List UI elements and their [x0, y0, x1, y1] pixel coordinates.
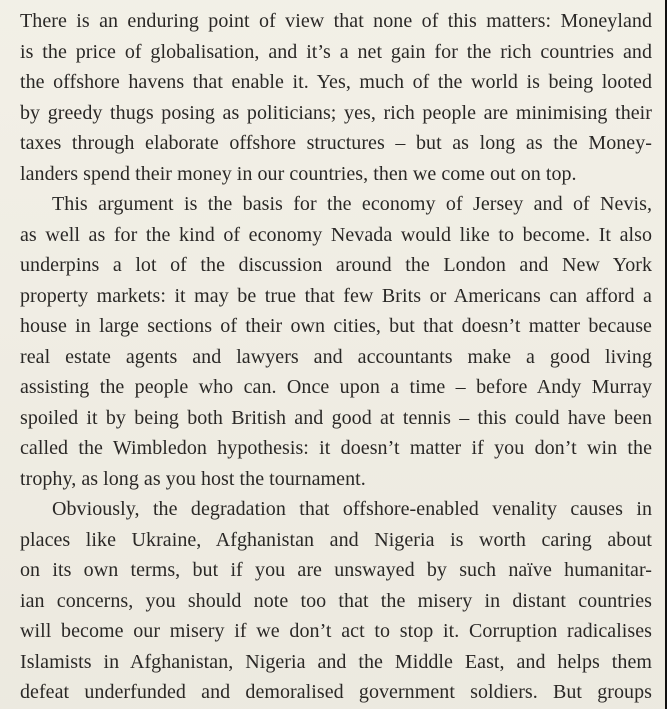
body-text — [20, 6, 652, 708]
paragraph-line: property markets: it may be true that few Brits or Americans can afford a — [20, 284, 652, 307]
paragraph-line: spoiled it by being both British and good at tennis – this could have been — [20, 406, 652, 429]
paragraph-line: is the price of globalisation, and it’s a net gain for the rich countries and — [20, 40, 652, 63]
paragraph-line: house in large sections of their own cities, but that doesn’t matter because — [20, 315, 652, 337]
paragraph-line: There is an enduring point of view that none of this matters: Moneyland — [20, 10, 652, 32]
paragraph-line: This argument is the basis for the economy of Jersey and of Nevis, — [52, 193, 652, 215]
paragraph-line: as well as for the kind of economy Nevada would like to become. It also — [20, 223, 652, 246]
paragraph-line: defeat underfunded and demoralised government soldiers. But groups — [20, 681, 652, 703]
paragraph-line: ian concerns, you should note too that the misery in distant countries — [20, 589, 652, 612]
paragraph-line: the offshore havens that enable it. Yes, much of the world is being looted — [20, 71, 652, 93]
paragraph-line: taxes through elaborate offshore structures – but as long as the Money- — [20, 132, 652, 154]
paragraph-3 — [20, 494, 652, 708]
paragraph-line: on its own terms, but if you are unswayed by such naïve humanitar- — [20, 559, 652, 581]
paragraph-line: Islamists in Afghanistan, Nigeria and the Middle East, and helps them — [20, 650, 652, 673]
paragraph-line: places like Ukraine, Afghanistan and Nigeria is worth caring about — [20, 528, 652, 551]
paragraph-line: Obviously, the degradation that offshore-enabled venality causes in — [52, 498, 652, 520]
paragraph-line: trophy, as long as you host the tournament. — [20, 467, 366, 490]
paragraph-line: underpins a lot of the discussion around the London and New York — [20, 254, 652, 276]
paragraph-line: will become our misery if we don’t act to stop it. Corruption radicalises — [20, 620, 652, 642]
paragraph-line: called the Wimbledon hypothesis: it doesn’t matter if you don’t win the — [20, 437, 652, 459]
paragraph-line: real estate agents and lawyers and accountants make a good living — [20, 345, 652, 368]
paragraph-line: by greedy thugs posing as politicians; yes, rich people are minimising their — [20, 101, 652, 124]
paragraph-line: landers spend their money in our countries, then we come out on top. — [20, 162, 577, 185]
paragraph-line: assisting the people who can. Once upon a time – before Andy Murray — [20, 376, 652, 398]
paragraph-2 — [20, 189, 652, 494]
paragraph-1 — [20, 6, 652, 189]
